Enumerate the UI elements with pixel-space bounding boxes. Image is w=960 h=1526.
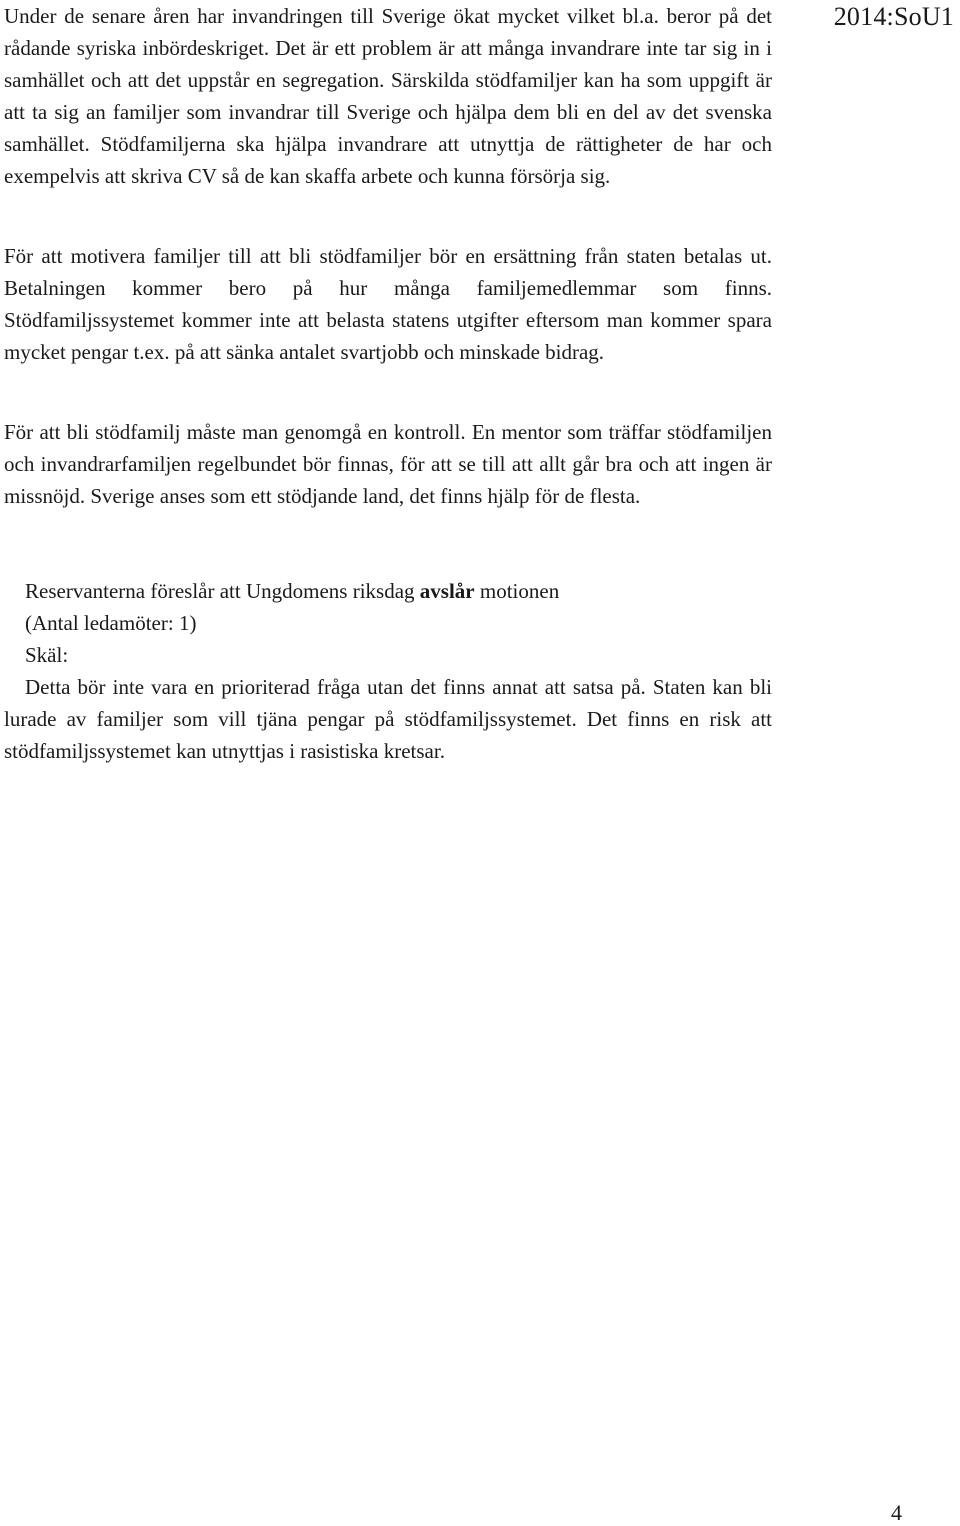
paragraph-text: För att motivera familjer till att bli stödfamiljer bör en ersättning från staten betalas ut. Betalningen kommer bero på hur många familjemedlemmar som finns. Stödfamiljssystemet kommer inte att belasta statens utgifter eftersom man kommer spara mycket pengar t.ex. på att sänka antalet svartjobb och minskade bidrag.	[4, 244, 772, 364]
body-paragraph-2	[4, 240, 772, 368]
paragraph-text: För att bli stödfamilj måste man genomgå en kontroll. En mentor som träffar stödfamiljen och invandrarfamiljen regelbundet bör finnas, för att se till att allt går bra och att ingen är missnöjd. Sverige anses som ett stödjande land, det finns hjälp för de flesta.	[4, 420, 772, 508]
body-paragraph-1	[4, 0, 772, 192]
proposal-suffix: motionen	[474, 579, 560, 603]
reservation-section	[4, 575, 772, 767]
document-id: 2014:SoU1	[833, 2, 954, 31]
page-number: 4	[891, 1500, 902, 1525]
reservation-proposal	[4, 575, 772, 607]
reservation-member-count: (Antal ledamöter: 1)	[25, 611, 197, 635]
proposal-prefix: Reservanterna föreslår att Ungdomens riksdag	[25, 579, 420, 603]
proposal-decision: avslår	[419, 579, 475, 603]
paragraph-text: Under de senare åren har invandringen till Sverige ökat mycket vilket bl.a. beror på det rådande syriska inbördeskriget. Det är ett problem är att många invandrare inte tar sig in i samhället och att det uppstår en segregation. Särskilda stödfamiljer kan ha som uppgift är att ta sig an familjer som invandrar till Sverige och hjälpa dem bli en del av det svenska samhället. Stödfamiljerna ska hjälpa invandrare att utnyttja de rättigheter de har och exempelvis att skriva CV så de kan skaffa arbete och kunna försörja sig.	[4, 4, 772, 188]
reservation-reason-label: Skäl:	[25, 643, 69, 667]
body-paragraph-3	[4, 416, 772, 512]
reservation-reason-text: Detta bör inte vara en prioriterad fråga utan det finns annat att satsa på. Staten kan bli lurade av familjer som vill tjäna pengar på stödfamiljssystemet. Det finns en risk att stödfamiljssystemet kan utnyttjas i rasistiska kretsar.	[4, 675, 772, 763]
